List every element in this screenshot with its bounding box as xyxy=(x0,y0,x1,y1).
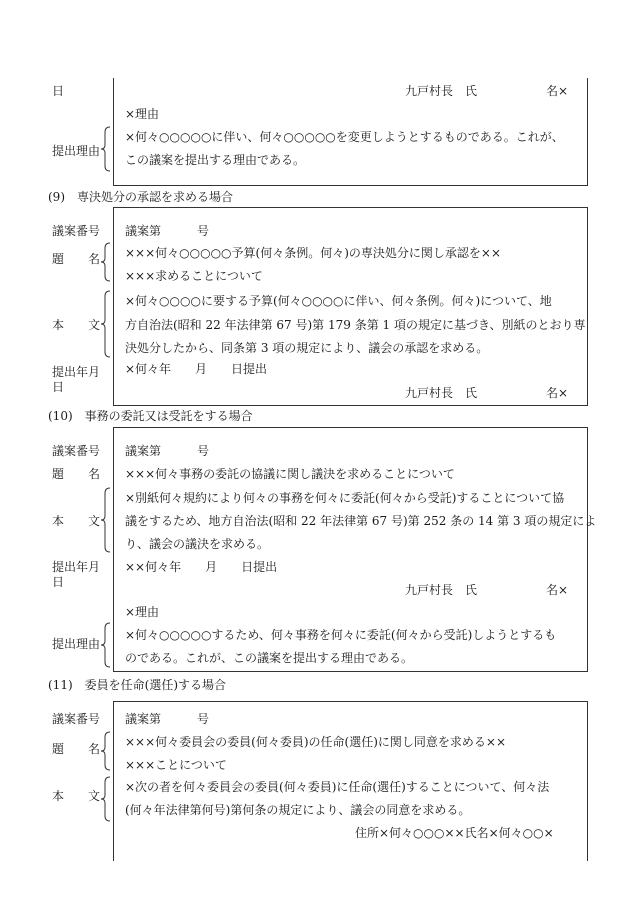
prev-mayor: 九戸村長 氏 xyxy=(405,84,478,98)
sec10-date-label-2: 日 xyxy=(52,575,65,589)
sec11-body-brace xyxy=(100,776,112,822)
prev-date-label-tail: 日 xyxy=(52,84,65,98)
sec9-title-label: 題 名 xyxy=(52,252,101,266)
sec10-title-line1: ×××何々事務の委託の協議に関し議決を求めることについて xyxy=(125,467,455,481)
sec10-body-brace xyxy=(100,487,112,553)
sec9-mayor-name: 名× xyxy=(546,386,569,400)
sec11-title-brace xyxy=(100,731,112,771)
sec10-body-label: 本 文 xyxy=(52,514,101,528)
prev-reason-head: ×理由 xyxy=(125,107,160,121)
sec10-reason-line1: ×何々○○○○○するため、何々事務を何々に委託(何々から受託)しようとするも xyxy=(125,628,557,642)
sec10-mayor: 九戸村長 氏 xyxy=(405,583,478,597)
sec10-num-value: 議案第 号 xyxy=(125,444,210,458)
prev-mayor-name: 名× xyxy=(546,84,569,98)
sec9-date-label-2: 日 xyxy=(52,380,65,394)
sec9-body-brace xyxy=(100,290,112,358)
prev-reason-label: 提出理由 xyxy=(52,144,101,158)
sec9-body-line2: 方自治法(昭和 22 年法律第 67 号)第 179 条第 1 項の規定に基づき、別紙のとおり専 xyxy=(125,318,586,332)
sec10-reason-brace xyxy=(100,622,112,668)
sec9-mayor: 九戸村長 氏 xyxy=(405,386,478,400)
sec10-title-label: 題 名 xyxy=(52,467,101,481)
sec9-body-line1: ×何々○○○○に要する予算(何々○○○○に伴い、何々条例。何々)について、地 xyxy=(125,294,552,308)
sec11-num-label: 議案番号 xyxy=(52,712,101,726)
sec9-date-value: ×何々年 月 日提出 xyxy=(125,362,268,376)
sec9-body-line3: 決処分したから、同条第 3 項の規定により、議会の承認を求める。 xyxy=(125,341,489,355)
sec11-body-line2: (何々年法律第何号)第何条の規定により、議会の同意を求める。 xyxy=(125,803,471,817)
sec10-num-label: 議案番号 xyxy=(52,444,101,458)
sec10-reason-head: ×理由 xyxy=(125,605,160,619)
sec9-date-label: 提出年月 xyxy=(52,365,101,379)
sec11-body-label: 本 文 xyxy=(52,789,101,803)
prev-reason-brace xyxy=(100,126,112,172)
sec9-title-brace xyxy=(100,242,112,282)
sec9-title-line1: ×××何々○○○○○予算(何々条例。何々)の専決処分に関し承認を×× xyxy=(125,246,501,260)
sec11-body-line1: ×次の者を何々委員会の委員(何々委員)に任命(選任)することについて、何々法 xyxy=(125,780,550,794)
sec10-reason-line2: のである。これが、この議案を提出する理由である。 xyxy=(125,651,414,665)
sec11-title-label: 題 名 xyxy=(52,742,101,756)
sec10-reason-label: 提出理由 xyxy=(52,637,101,651)
sec10-date-value: ××何々年 月 日提出 xyxy=(125,560,278,574)
sec11-title-line2: ×××ことについて xyxy=(125,758,227,772)
sec9-heading: (9) 専決処分の承認を求める場合 xyxy=(48,190,233,204)
sec10-body-line3: り、議会の議決を求める。 xyxy=(125,537,270,551)
sec10-body-line2: 議をするため、地方自治法(昭和 22 年法律第 67 号)第 252 条の 14 第 3 項の規定によ xyxy=(125,514,597,528)
sec10-mayor-name: 名× xyxy=(546,583,569,597)
prev-reason-line1: ×何々○○○○○に伴い、何々○○○○○を変更しようとするものである。これが、 xyxy=(125,130,564,144)
sec10-heading: (10) 事務の委託又は受託をする場合 xyxy=(48,409,253,423)
sec11-address: 住所×何々○○○××氏名×何々○○× xyxy=(355,826,554,840)
sec9-num-value: 議案第 号 xyxy=(125,224,210,238)
sec11-num-value: 議案第 号 xyxy=(125,712,210,726)
sec9-title-line2: ×××求めることについて xyxy=(125,269,263,283)
sec11-title-line1: ×××何々委員会の委員(何々委員)の任命(選任)に関し同意を求める×× xyxy=(125,735,507,749)
prev-reason-line2: この議案を提出する理由である。 xyxy=(125,153,306,167)
sec11-heading: (11) 委員を任命(選任)する場合 xyxy=(48,678,226,692)
sec9-body-label: 本 文 xyxy=(52,318,101,332)
sec10-date-label: 提出年月 xyxy=(52,560,101,574)
sec10-body-line1: ×別紙何々規約により何々の事務を何々に委託(何々から受託)することについて協 xyxy=(125,491,565,505)
sec9-num-label: 議案番号 xyxy=(52,224,101,238)
